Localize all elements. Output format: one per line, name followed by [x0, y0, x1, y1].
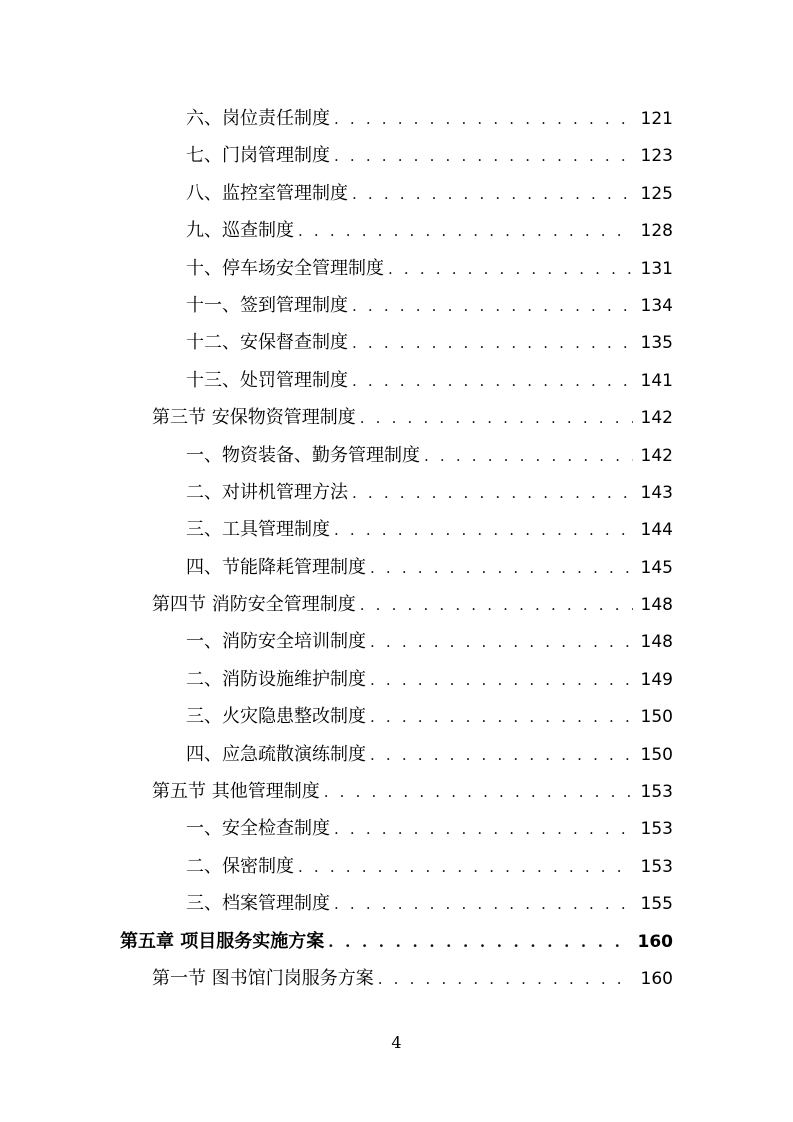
toc-entry[interactable] [0, 399, 793, 436]
toc-dot-leader [328, 924, 629, 961]
toc-entry[interactable] [0, 586, 793, 623]
toc-entry-page: 121 [640, 109, 673, 129]
toc-entry-title: 一、消防安全培训制度 [186, 631, 366, 653]
toc-entry-title: 二、对讲机管理方法 [186, 481, 348, 503]
toc-entry-title: 一、物资装备、勤务管理制度 [186, 444, 420, 466]
toc-entry[interactable] [0, 137, 793, 174]
toc-entry-page: 153 [640, 782, 673, 803]
toc-entry-title: 七、门岗管理制度 [186, 145, 330, 167]
toc-dot-leader [298, 849, 633, 886]
toc-entry[interactable] [0, 885, 793, 922]
toc-entry[interactable] [0, 100, 793, 137]
toc-entry-title: 第三节 安保物资管理制度 [152, 407, 356, 429]
toc-entry-page: 131 [640, 258, 673, 279]
toc-entry[interactable] [0, 698, 793, 735]
toc-entry[interactable] [0, 923, 793, 960]
toc-entry-page: 143 [640, 482, 673, 503]
toc-entry-title: 十、停车场安全管理制度 [186, 257, 384, 279]
toc-entry-title: 第四节 消防安全管理制度 [152, 594, 356, 616]
toc-entry-title: 二、消防设施维护制度 [186, 668, 366, 690]
toc-entry-page: 150 [640, 744, 673, 765]
toc-dot-leader [352, 176, 633, 213]
toc-entry-page: 148 [640, 595, 673, 616]
toc-dot-leader [370, 550, 633, 587]
toc-entry-page: 160 [640, 968, 673, 989]
toc-entry-page: 153 [640, 856, 673, 877]
toc-dot-leader [370, 699, 633, 736]
toc-entry[interactable] [0, 250, 793, 287]
toc-entry-title: 四、应急疏散演练制度 [186, 743, 366, 765]
toc-entry-page: 150 [640, 707, 673, 728]
toc-entry[interactable] [0, 287, 793, 324]
toc-entry[interactable] [0, 848, 793, 885]
toc-dot-leader [334, 886, 633, 923]
toc-dot-leader [352, 325, 633, 362]
toc-dot-leader [298, 213, 633, 250]
toc-dot-leader [424, 438, 633, 475]
toc-entry-page: 141 [640, 370, 673, 391]
toc-entry-title: 三、火灾隐患整改制度 [186, 706, 366, 728]
toc-dot-leader [352, 475, 633, 512]
toc-dot-leader [370, 662, 633, 699]
toc-entry-page: 142 [640, 408, 673, 429]
table-of-contents [0, 100, 793, 997]
toc-dot-leader [360, 400, 633, 437]
toc-entry[interactable] [0, 474, 793, 511]
toc-entry-title: 一、安全检查制度 [186, 818, 330, 840]
toc-entry-page: 160 [637, 931, 673, 952]
toc-dot-leader [334, 101, 633, 138]
toc-entry-title: 第五章 项目服务实施方案 [120, 930, 325, 952]
toc-entry[interactable] [0, 623, 793, 660]
page-number: 4 [391, 1033, 402, 1052]
toc-entry-title: 十一、签到管理制度 [186, 294, 348, 316]
toc-entry-title: 三、工具管理制度 [186, 519, 330, 541]
toc-dot-leader [334, 811, 633, 848]
toc-entry-title: 三、档案管理制度 [186, 893, 330, 915]
toc-entry-title: 二、保密制度 [186, 855, 294, 877]
toc-dot-leader [370, 624, 633, 661]
toc-entry[interactable] [0, 175, 793, 212]
toc-entry[interactable] [0, 736, 793, 773]
toc-entry-title: 九、巡查制度 [186, 220, 294, 242]
toc-entry[interactable] [0, 810, 793, 847]
toc-entry-title: 十三、处罚管理制度 [186, 369, 348, 391]
toc-entry[interactable] [0, 212, 793, 249]
toc-entry[interactable] [0, 549, 793, 586]
toc-dot-leader [334, 138, 633, 175]
toc-entry[interactable] [0, 437, 793, 474]
toc-entry-title: 十二、安保督查制度 [186, 332, 348, 354]
toc-entry-page: 123 [640, 146, 673, 167]
toc-entry[interactable] [0, 773, 793, 810]
toc-entry-page: 125 [640, 183, 673, 204]
toc-entry-page: 144 [640, 520, 673, 541]
toc-dot-leader [370, 737, 633, 774]
toc-entry[interactable] [0, 362, 793, 399]
toc-entry-page: 149 [640, 669, 673, 690]
toc-dot-leader [378, 961, 633, 998]
toc-dot-leader [360, 587, 633, 624]
toc-entry-page: 145 [640, 557, 673, 578]
toc-entry-page: 142 [640, 445, 673, 466]
toc-entry-title: 四、节能降耗管理制度 [186, 556, 366, 578]
toc-entry-title: 八、监控室管理制度 [186, 182, 348, 204]
toc-entry-page: 134 [640, 295, 673, 316]
toc-dot-leader [352, 288, 633, 325]
toc-entry-page: 148 [640, 632, 673, 653]
toc-dot-leader [388, 251, 633, 288]
toc-entry-page: 153 [640, 819, 673, 840]
toc-entry[interactable] [0, 960, 793, 997]
toc-entry-page: 128 [640, 221, 673, 242]
toc-dot-leader [324, 774, 633, 811]
toc-entry[interactable] [0, 661, 793, 698]
toc-entry-title: 第一节 图书馆门岗服务方案 [152, 967, 374, 989]
toc-dot-leader [334, 512, 633, 549]
toc-entry[interactable] [0, 511, 793, 548]
toc-entry-title: 第五节 其他管理制度 [152, 781, 320, 803]
toc-dot-leader [352, 363, 633, 400]
toc-entry-page: 155 [640, 894, 673, 915]
toc-entry-page: 135 [640, 333, 673, 354]
toc-entry[interactable] [0, 324, 793, 361]
toc-entry-title: 六、岗位责任制度 [186, 108, 330, 129]
